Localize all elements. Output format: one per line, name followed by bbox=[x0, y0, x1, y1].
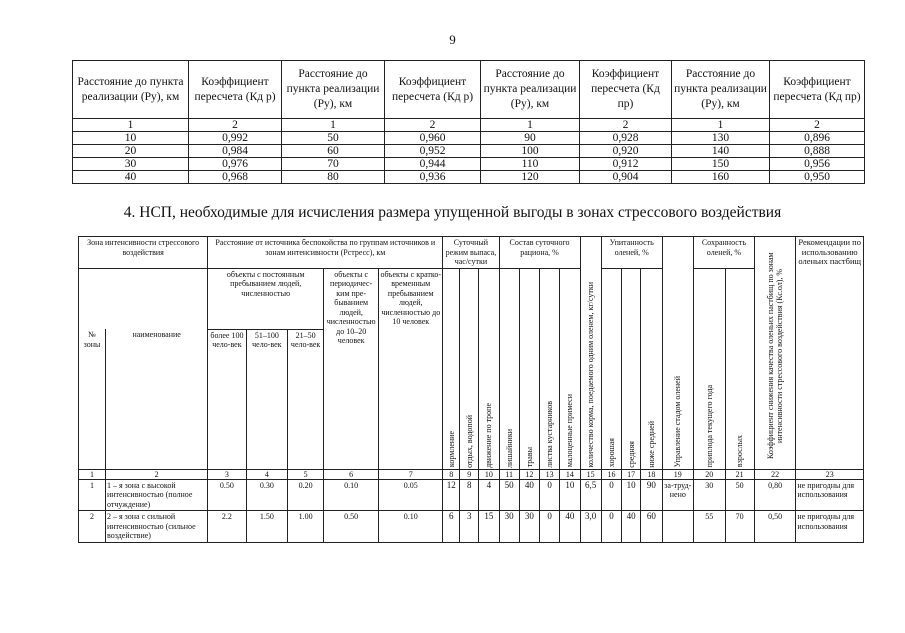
table-cell: 50 bbox=[725, 479, 754, 511]
zone-name-header: наименование bbox=[105, 329, 207, 469]
table-header-row bbox=[73, 61, 865, 119]
table-cell: 0,904 bbox=[580, 171, 672, 184]
zone-number-header: № зоны bbox=[79, 329, 106, 469]
periodic-objects-header: объекты с периодичес-ким пре-быванием людей, численностью до 10–20 человек bbox=[324, 268, 379, 469]
column-number: 9 bbox=[460, 469, 479, 479]
coefficient-header: Коэффициент снижения качества оленьих пастбищ по зонам интенсивности стрессового воздействия (Кс.ол), % bbox=[754, 237, 796, 470]
table-cell: 15 bbox=[479, 511, 499, 543]
table-cell: 0,956 bbox=[770, 158, 865, 171]
below-medium-header: ниже средней bbox=[641, 268, 662, 469]
column-number: 20 bbox=[694, 469, 725, 479]
column-number: 7 bbox=[379, 469, 443, 479]
table-cell: 12 bbox=[443, 479, 460, 511]
column-header: Расстояние до пункта реализации (Ру), км bbox=[481, 61, 580, 119]
table-cell: 2 bbox=[385, 119, 481, 132]
table-row bbox=[73, 132, 865, 145]
table-cell: 0 bbox=[601, 511, 621, 543]
table-cell: 0.50 bbox=[208, 479, 246, 511]
table-cell: 40 bbox=[622, 511, 641, 543]
table-cell: 130 bbox=[672, 132, 770, 145]
table-cell: 0,984 bbox=[189, 145, 282, 158]
low-value-header: малоценные примеси bbox=[560, 268, 580, 469]
daily-mode-header: Суточный режим выпаса, час/сутки bbox=[443, 237, 499, 269]
table-cell: 1 – я зона с высокой интенсивностью (полное отчуждение) bbox=[105, 479, 207, 511]
column-number: 6 bbox=[324, 469, 379, 479]
table-cell: 0.10 bbox=[324, 479, 379, 511]
column-header: Коэффициент пересчета (Кд р) bbox=[189, 61, 282, 119]
offspring-header: приплода текущего года bbox=[694, 268, 725, 469]
column-number: 1 bbox=[79, 469, 106, 479]
table-row bbox=[73, 158, 865, 171]
distance-coefficient-table bbox=[72, 60, 865, 184]
table-cell: 30 bbox=[73, 158, 189, 171]
table-cell: не пригодны для использования bbox=[796, 511, 864, 543]
column-number: 3 bbox=[208, 469, 246, 479]
21-50-header: 21–50 чело-век bbox=[288, 329, 324, 469]
table-cell: 1 bbox=[481, 119, 580, 132]
table-cell: 0 bbox=[540, 511, 560, 543]
table-cell: 160 bbox=[672, 171, 770, 184]
table-row bbox=[73, 171, 865, 184]
header-row-2 bbox=[79, 268, 864, 329]
table-cell: 0,920 bbox=[580, 145, 672, 158]
table-cell: 0,968 bbox=[189, 171, 282, 184]
column-number: 16 bbox=[601, 469, 621, 479]
table-cell: 0.30 bbox=[246, 479, 288, 511]
table-cell: 2.2 bbox=[208, 511, 246, 543]
table-cell: 0,936 bbox=[385, 171, 481, 184]
table-cell: не пригодны для использования bbox=[796, 479, 864, 511]
feeding-header: кормление bbox=[443, 268, 460, 469]
over-100-header: более 100 чело-век bbox=[208, 329, 246, 469]
table-cell: 120 bbox=[481, 171, 580, 184]
column-number: 10 bbox=[479, 469, 499, 479]
table-cell: 10 bbox=[560, 479, 580, 511]
table-cell: 55 bbox=[694, 511, 725, 543]
table-cell: 30 bbox=[519, 511, 539, 543]
medium-header: средняя bbox=[622, 268, 641, 469]
header-row-1 bbox=[79, 237, 864, 269]
table-cell: 0,50 bbox=[754, 511, 796, 543]
table-cell: 0,950 bbox=[770, 171, 865, 184]
column-number: 22 bbox=[754, 469, 796, 479]
table-cell: 80 bbox=[282, 171, 385, 184]
table-cell: 0.20 bbox=[288, 479, 324, 511]
table-cell: 50 bbox=[282, 132, 385, 145]
herd-control-header: Управление стадом оленей bbox=[662, 237, 693, 470]
table-cell: 1 bbox=[73, 119, 189, 132]
table-cell: 2 bbox=[580, 119, 672, 132]
table-cell: 6 bbox=[443, 511, 460, 543]
column-number: 13 bbox=[540, 469, 560, 479]
table-row bbox=[73, 145, 865, 158]
table-cell: 10 bbox=[622, 479, 641, 511]
column-header: Расстояние до пункта реализации (Ру), км bbox=[672, 61, 770, 119]
table-cell: 4 bbox=[479, 479, 499, 511]
table-cell: 0,80 bbox=[754, 479, 796, 511]
column-number: 8 bbox=[443, 469, 460, 479]
table-cell: 1 bbox=[282, 119, 385, 132]
column-number: 17 bbox=[622, 469, 641, 479]
recommendation-header: Рекомендации по использованию оленьих пастбищ bbox=[796, 237, 864, 470]
column-number: 18 bbox=[641, 469, 662, 479]
table-cell: 40 bbox=[519, 479, 539, 511]
table-cell: 0.10 bbox=[379, 511, 443, 543]
column-number: 23 bbox=[796, 469, 864, 479]
table-cell bbox=[662, 511, 693, 543]
table-cell: 110 bbox=[481, 158, 580, 171]
table-cell: 2 bbox=[189, 119, 282, 132]
table-row bbox=[79, 479, 864, 511]
table-cell: 50 bbox=[499, 479, 519, 511]
column-header: Расстояние до пункта реализации (Ру), км bbox=[73, 61, 189, 119]
shrubs-header: листва кустарников bbox=[540, 268, 560, 469]
column-number: 4 bbox=[246, 469, 288, 479]
table-cell: 2 – я зона с сильной интенсивностью (сильное воздействие) bbox=[105, 511, 207, 543]
zone-spacer bbox=[79, 268, 208, 329]
table-cell: 70 bbox=[725, 511, 754, 543]
table-cell: 0.50 bbox=[324, 511, 379, 543]
table-cell: 40 bbox=[73, 171, 189, 184]
table-cell: 60 bbox=[641, 511, 662, 543]
table-cell: за-труд-нено bbox=[662, 479, 693, 511]
table-cell: 1 bbox=[672, 119, 770, 132]
table-cell: 30 bbox=[694, 479, 725, 511]
column-header: Коэффициент пересчета (Кд р) bbox=[385, 61, 481, 119]
table-cell: 70 bbox=[282, 158, 385, 171]
table-cell: 30 bbox=[499, 511, 519, 543]
column-header: Коэффициент пересчета (Кд пр) bbox=[770, 61, 865, 119]
route-header: движение по тропе bbox=[479, 268, 499, 469]
column-number: 2 bbox=[105, 469, 207, 479]
table-cell: 90 bbox=[641, 479, 662, 511]
column-header: Расстояние до пункта реализации (Ру), км bbox=[282, 61, 385, 119]
section-title: 4. НСП, необходимые для исчисления размера упущенной выгоды в зонах стрессового воздействия bbox=[123, 204, 782, 221]
column-number: 15 bbox=[580, 469, 601, 479]
short-objects-header: объекты с кратко-временным пребыванием людей, численностью до 10 человек bbox=[379, 268, 443, 469]
column-header: Коэффициент пересчета (Кд пр) bbox=[580, 61, 672, 119]
table-cell: 0,928 bbox=[580, 132, 672, 145]
table-cell: 0,952 bbox=[385, 145, 481, 158]
ration-header: Состав суточного рациона, % bbox=[499, 237, 580, 269]
column-number: 14 bbox=[560, 469, 580, 479]
table-cell: 90 bbox=[481, 132, 580, 145]
table-cell: 0.05 bbox=[379, 479, 443, 511]
table-cell: 0,976 bbox=[189, 158, 282, 171]
adults-header: взрослых bbox=[725, 268, 754, 469]
table-cell: 20 bbox=[73, 145, 189, 158]
page-number: 9 bbox=[449, 32, 456, 47]
preservation-header: Сохранность оленей, % bbox=[694, 237, 755, 269]
table-cell: 150 bbox=[672, 158, 770, 171]
table-cell: 6,5 bbox=[580, 479, 601, 511]
column-number: 19 bbox=[662, 469, 693, 479]
table-cell: 10 bbox=[73, 132, 189, 145]
table-cell: 0,888 bbox=[770, 145, 865, 158]
table-cell: 2 bbox=[770, 119, 865, 132]
table-cell: 3 bbox=[460, 511, 479, 543]
table-cell: 0,896 bbox=[770, 132, 865, 145]
table-cell: 1.50 bbox=[246, 511, 288, 543]
good-header: хорошая bbox=[601, 268, 621, 469]
table-row bbox=[79, 511, 864, 543]
table-cell: 0,992 bbox=[189, 132, 282, 145]
column-number: 12 bbox=[519, 469, 539, 479]
rest-header: отдых, водопой bbox=[460, 268, 479, 469]
table-cell: 100 bbox=[481, 145, 580, 158]
zone-header: Зона интенсивности стрессового воздействия bbox=[79, 237, 208, 269]
table-cell: 0,944 bbox=[385, 158, 481, 171]
column-number: 5 bbox=[288, 469, 324, 479]
table-cell: 0,912 bbox=[580, 158, 672, 171]
permanent-objects-header: объекты с постоянным пребыванием людей, численностью bbox=[208, 268, 324, 329]
table-cell: 140 bbox=[672, 145, 770, 158]
table-cell: 8 bbox=[460, 479, 479, 511]
column-number-row bbox=[79, 469, 864, 479]
lichens-header: лишайники bbox=[499, 268, 519, 469]
column-number: 11 bbox=[499, 469, 519, 479]
table-cell: 1 bbox=[79, 479, 106, 511]
table-cell: 60 bbox=[282, 145, 385, 158]
feed-quantity-header: количество корма, поедаемого одним оленем, кг/сутки bbox=[580, 237, 601, 470]
stress-zone-table bbox=[78, 236, 864, 543]
table-cell: 40 bbox=[560, 511, 580, 543]
table-cell: 0 bbox=[601, 479, 621, 511]
table-cell: 0,960 bbox=[385, 132, 481, 145]
table-cell: 0 bbox=[540, 479, 560, 511]
table-cell: 2 bbox=[79, 511, 106, 543]
table-cell: 3,0 bbox=[580, 511, 601, 543]
51-100-header: 51–100 чело-век bbox=[246, 329, 288, 469]
table-cell: 1.00 bbox=[288, 511, 324, 543]
grasses-header: травы bbox=[519, 268, 539, 469]
column-number: 21 bbox=[725, 469, 754, 479]
table-row bbox=[73, 119, 865, 132]
fatness-header: Упитанность оленей, % bbox=[601, 237, 662, 269]
distance-header: Расстояние от источника беспокойства по группам источников и зонам интенсивности (Рстресс), км bbox=[208, 237, 443, 269]
